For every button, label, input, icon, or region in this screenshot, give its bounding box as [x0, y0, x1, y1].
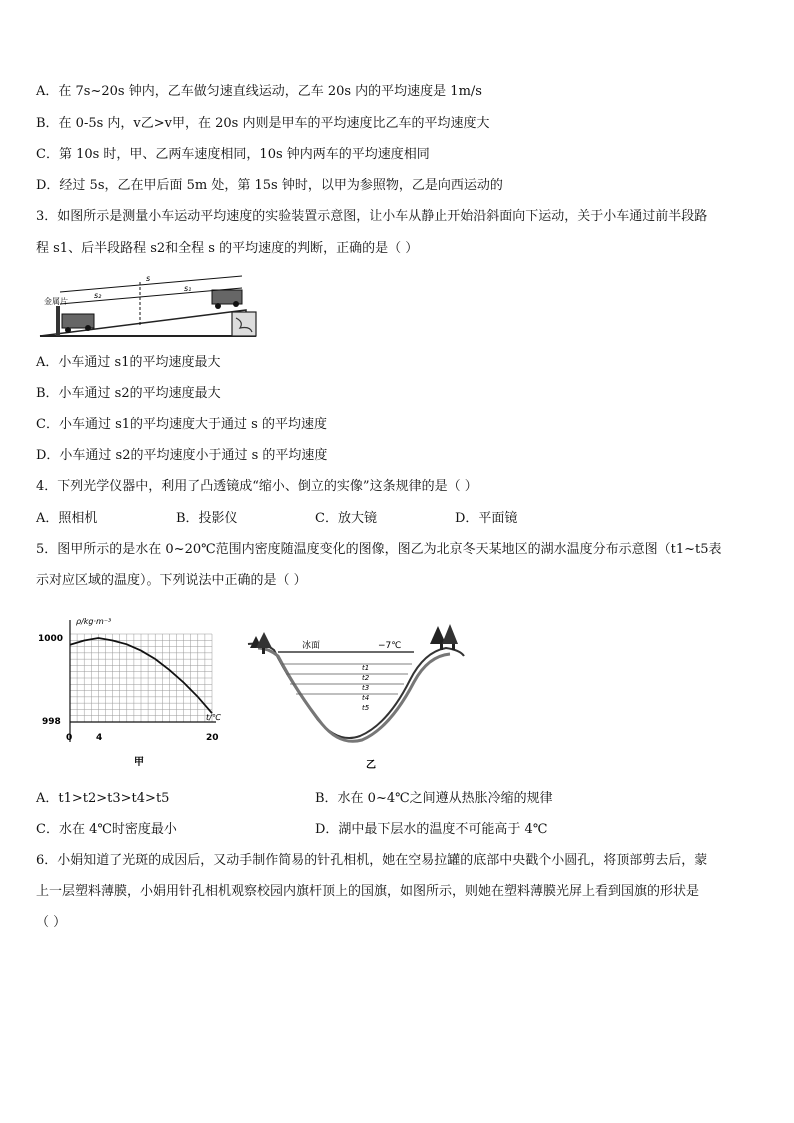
- density-chart: [36, 612, 246, 772]
- figure-jia-label: 甲: [134, 757, 144, 768]
- x-axis-label: t/℃: [206, 713, 221, 722]
- air-temp-label: −7℃: [378, 641, 402, 651]
- layer-t3-label: t3: [362, 684, 370, 692]
- x-tick-0: 0: [66, 733, 73, 743]
- figure-yi-label: 乙: [366, 760, 376, 771]
- q4-option-b: B．投影仪: [176, 511, 238, 526]
- label-s2: s₂: [94, 291, 102, 300]
- q3-option-d: D．小车通过 s2的平均速度小于通过 s 的平均速度: [36, 448, 328, 463]
- q3-option-a: A．小车通过 s1的平均速度最大: [36, 355, 221, 370]
- x-tick-4: 4: [96, 733, 103, 743]
- layer-t4-label: t4: [362, 694, 370, 702]
- label-s: s: [146, 274, 151, 283]
- ice-label: 冰面: [302, 641, 321, 651]
- y-tick-1000: 1000: [38, 634, 64, 644]
- x-tick-20: 20: [206, 733, 219, 743]
- q5-option-a: A．t1>t2>t3>t4>t5: [36, 791, 170, 806]
- q2-option-d: D．经过 5s，乙在甲后面 5m 处，第 15s 钟时，以甲为参照物，乙是向西运动的: [36, 178, 503, 193]
- y-axis-label: ρ/kg·m⁻³: [76, 617, 112, 626]
- incline-figure: [36, 270, 266, 342]
- q4-option-c: C．放大镜: [315, 511, 377, 526]
- q2-option-a: A．在 7s~20s 钟内，乙车做匀速直线运动，乙车 20s 内的平均速度是 1m/s: [36, 84, 482, 99]
- layer-t5-label: t5: [362, 704, 370, 712]
- q4-option-a: A．照相机: [36, 511, 98, 526]
- tree-right-icon: [430, 624, 458, 650]
- q2-option-c: C．第 10s 时，甲、乙两车速度相同，10s 钟内两车的平均速度相同: [36, 147, 430, 162]
- q5-stem-line1: 5．图甲所示的是水在 0~20℃范围内密度随温度变化的图像，图乙为北京冬天某地区的湖水温度分布示意图（t1~t5表: [36, 542, 722, 557]
- label-s1: s₁: [184, 284, 192, 293]
- q3-option-b: B．小车通过 s2的平均速度最大: [36, 386, 221, 401]
- q6-stem-line2: 上一层塑料薄膜，小娟用针孔相机观察校园内旗杆顶上的国旗，如图所示，则她在塑料薄膜光屏上看到国旗的形状是: [36, 884, 700, 899]
- q3-option-c: C．小车通过 s1的平均速度大于通过 s 的平均速度: [36, 417, 327, 432]
- layer-t2-label: t2: [362, 674, 370, 682]
- q4-option-d: D．平面镜: [455, 511, 518, 526]
- q5-option-d: D．湖中最下层水的温度不可能高于 4℃: [315, 822, 548, 837]
- q5-option-c: C．水在 4℃时密度最小: [36, 822, 177, 837]
- chart-grid: [70, 634, 212, 722]
- lake-figure: [238, 612, 468, 774]
- q3-stem-line1: 3．如图所示是测量小车运动平均速度的实验装置示意图，让小车从静止开始沿斜面向下运动，关于小车通过前半段路: [36, 209, 708, 224]
- q6-stem-line3: （ ）: [36, 915, 67, 930]
- metal-plate-label: 金属片: [44, 297, 68, 306]
- q5-option-b: B．水在 0~4℃之间遵从热胀冷缩的规律: [315, 791, 553, 806]
- layer-t1-label: t1: [362, 664, 370, 672]
- y-tick-998: 998: [42, 717, 61, 727]
- q4-stem: 4．下列光学仪器中，利用了凸透镜成“缩小、倒立的实像”这条规律的是（ ）: [36, 479, 478, 494]
- q3-stem-line2: 程 s1、后半段路程 s2和全程 s 的平均速度的判断，正确的是（ ）: [36, 241, 419, 256]
- q5-stem-line2: 示对应区域的温度）。下列说法中正确的是（ ）: [36, 573, 307, 588]
- q2-option-b: B．在 0-5s 内，v乙>v甲，在 20s 内则是甲车的平均速度比乙车的平均速度大: [36, 116, 490, 131]
- q6-stem-line1: 6．小娟知道了光斑的成因后，又动手制作简易的针孔相机，她在空易拉罐的底部中央戳个小圆孔，将顶部剪去后，蒙: [36, 853, 708, 868]
